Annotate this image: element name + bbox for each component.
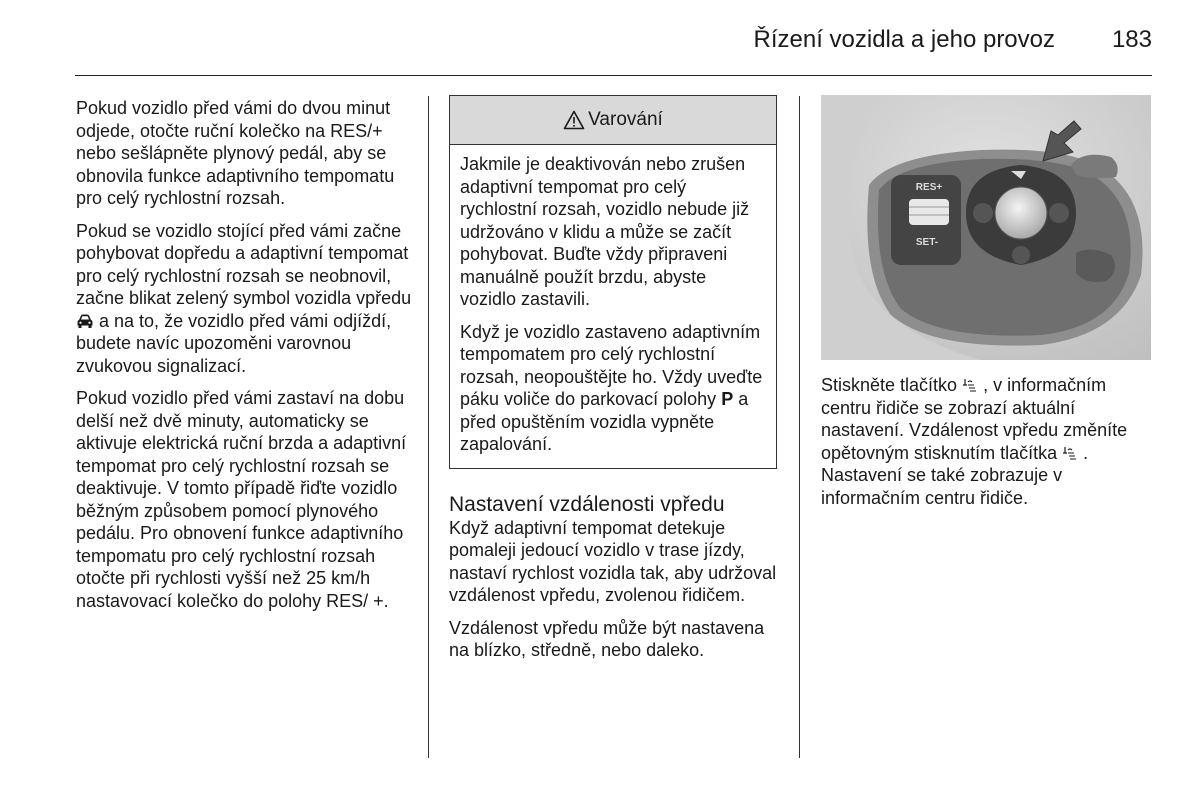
res-plus-label: RES+: [915, 182, 943, 193]
section-paragraph-2: Vzdálenost vpředu může být nastavena na blízko, středně, nebo daleko.: [449, 617, 765, 660]
vehicle-ahead-icon: [76, 313, 94, 329]
warning-box: [449, 95, 777, 469]
paragraph-text-a: Pokud se vozidlo stojící před vámi začne pohybovat dopředu a adaptivní tempomat pro celý rychlostní rozsah se neobnovil, začne blikat zelený symbol vozidla vpředu: [76, 220, 412, 308]
steering-wheel-controls-photo: [821, 95, 1151, 360]
paragraph-auto-brake: Pokud vozidlo před vámi zastaví na dobu delší než dvě minuty, automaticky se aktivuje elektrická ruční brzda a adaptivní tempomat pro celý rychlostní rozsah se deaktivuje. V tomto případě řiďte vozidlo běžným způsobem pomocí plynového pedálu. Pro obnovení funkce adaptivního tempomatu pro celý rychlostní rozsah otočte při rychlosti vyšší než 25 km/h nastavovací kolečko do polohy RES/ +.: [76, 388, 407, 611]
warning-paragraph-1: Jakmile je deaktivován nebo zrušen adaptivní tempomat pro celý rychlostní rozsah, vozidlo nebude již udržováno v klidu a může se začít pohybovat. Buďte vždy připraveni manuálně použít brzdu, abyste vozidlo zastavili.: [460, 154, 750, 309]
column-divider-1: [428, 96, 429, 758]
set-minus-label: SET-: [915, 237, 939, 248]
warning-paragraph-2: [460, 321, 766, 456]
section-heading: Nastavení vzdálenosti vpředu: [449, 492, 725, 516]
paragraph-resume: Pokud vozidlo před vámi do dvou minut odjede, otočte ruční kolečko na RES/+ nebo sešlápněte plynový pedál, aby se obnovila funkce adaptivního tempomatu pro celý rychlostní rozsah.: [76, 98, 395, 208]
column-3: [821, 95, 1151, 519]
warning-title: Varování: [588, 109, 663, 130]
page-header-title: Řízení vozidla a jeho provoz: [753, 26, 1055, 53]
instruction-text-a: Stiskněte tlačítko: [821, 375, 958, 395]
column-2: [449, 95, 779, 672]
following-distance-icon: [962, 378, 978, 392]
instruction-text-b: , v informačním centru řidiče se zobrazí aktuální nastavení. Vzdálenost vpředu změníte opětovným stisknutím tlačítka: [821, 375, 1128, 463]
paragraph-green-symbol: [76, 220, 416, 378]
section-paragraph-1: Když adaptivní tempomat detekuje pomaleji jedoucí vozidlo v trase jízdy, nastaví rychlost vozidla tak, aby udržoval vzdálenost vpředu, zvolenou řidičem.: [449, 517, 777, 605]
warning-text-a: Když je vozidlo zastaveno adaptivním tempomatem pro celý rychlostní rozsah, neopouštějte ho. Vždy uveďte páku voliče do parkovací polohy: [460, 321, 763, 409]
warning-text-b: a před opuštěním vozidla vypněte zapalování.: [460, 389, 749, 454]
warning-body: [450, 145, 776, 468]
paragraph-text-b: a na to, že vozidlo před vámi odjíždí, budete navíc upozoměni varovnou zvukovou signalizací.: [76, 310, 392, 376]
distance-button-instructions: [821, 374, 1151, 509]
header-rule: [75, 75, 1152, 76]
park-position-label: P: [721, 389, 734, 409]
warning-triangle-icon: [563, 110, 585, 130]
following-distance-icon: [1062, 446, 1078, 460]
column-1: [76, 97, 416, 622]
instruction-text-c: . Nastavení se také zobrazuje v informačním centru řidiče.: [821, 442, 1089, 508]
warning-header: [450, 96, 776, 145]
column-divider-2: [799, 96, 800, 758]
page-number: 183: [1111, 26, 1152, 53]
